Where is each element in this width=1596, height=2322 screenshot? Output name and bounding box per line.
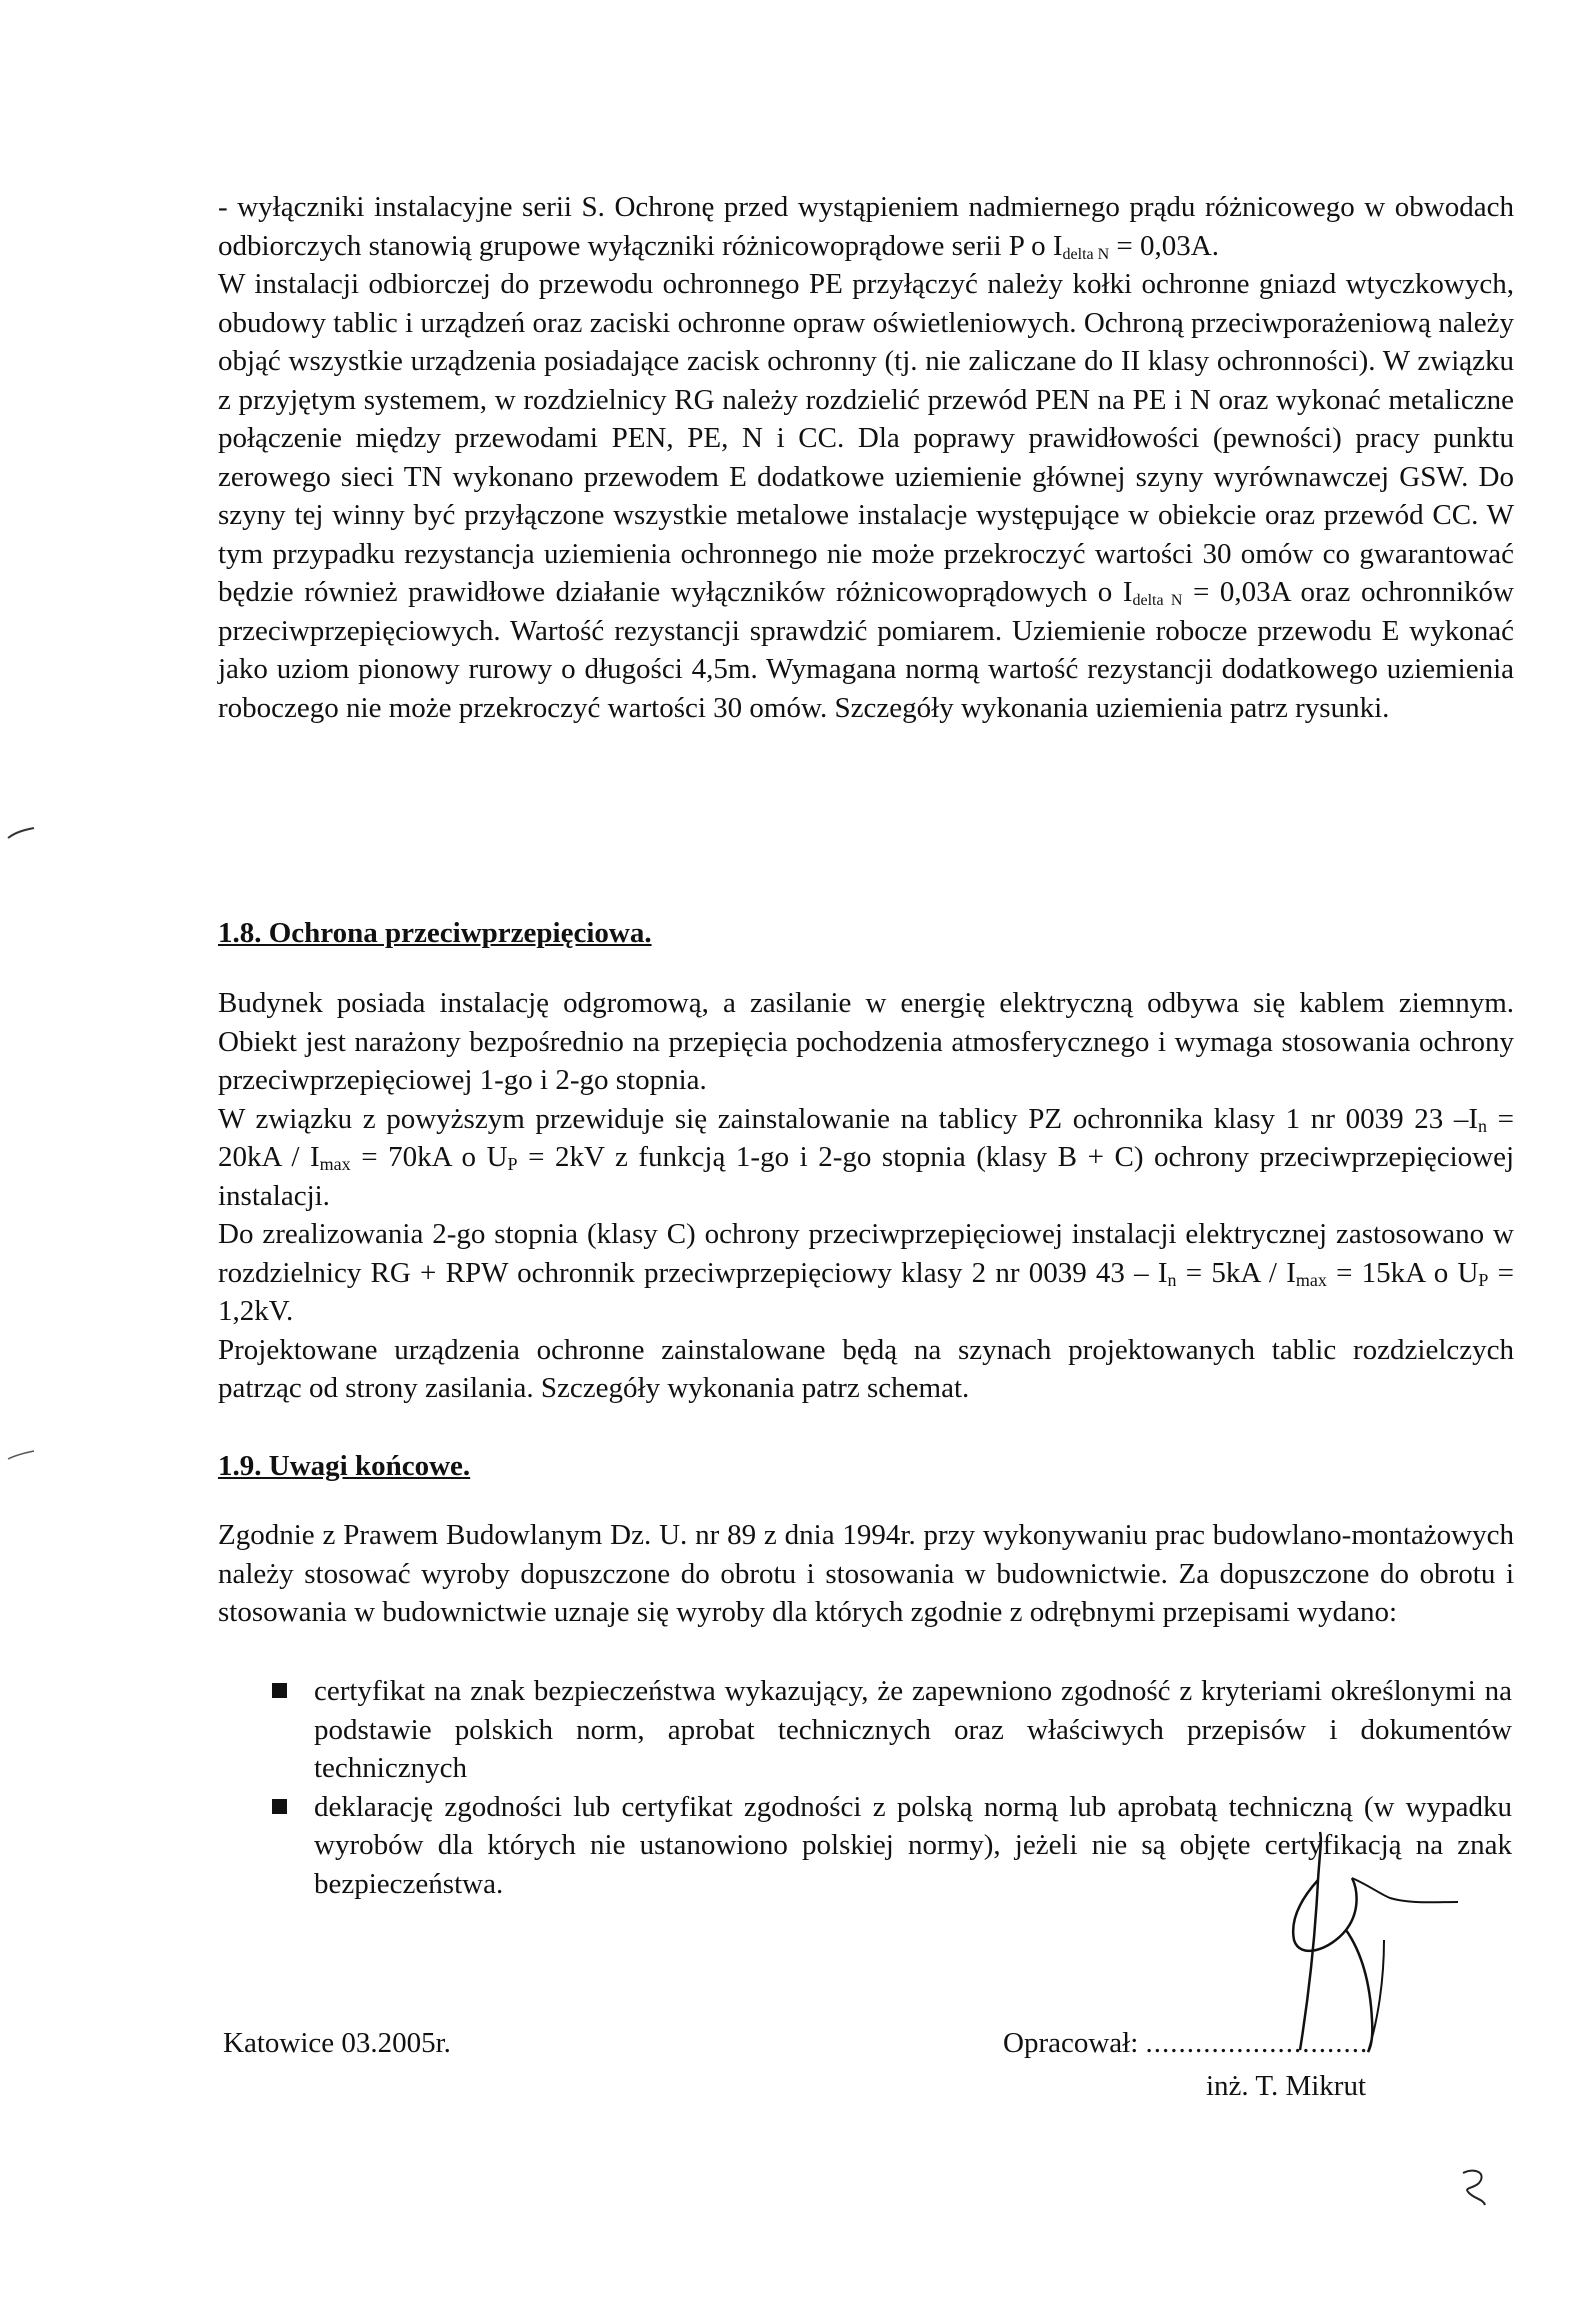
margin-mark bbox=[4, 1445, 38, 1465]
list-item: certyfikat na znak bezpieczeństwa wykazujący, że zapewniono zgodność z kryteriami określonymi na podstawie polskich norm, aprobat technicznych oraz właściwych przepisów i dokumentów technicznych bbox=[272, 1672, 1512, 1788]
author-name: inż. T. Mikrut bbox=[1206, 2070, 1367, 2102]
handwritten-page-number bbox=[1453, 2165, 1493, 2215]
list-item: deklarację zgodności lub certyfikat zgodności z polską normą lub aprobatą techniczną (w wypadku wyrobów dla których nie ustanowiono polskiej normy), jeżeli nie są objęte certyfikacją na znak bezpieczeństwa. bbox=[272, 1788, 1512, 1904]
section-1-9-body bbox=[218, 1516, 1514, 1632]
section-1-8-paragraph-1: Budynek posiada instalację odgromową, a zasilanie w energię elektryczną odbywa się kablem ziemnym. Obiekt jest narażony bezpośrednio na przepięcia pochodzenia atmosferycznego i wymaga stosowania ochrony przeciwprzepięciowej 1-go i 2-go stopnia. bbox=[218, 987, 1514, 1096]
section-1-8-paragraph-2: W związku z powyższym przewiduje się zainstalowanie na tablicy PZ ochronnika klasy 1 nr 0039 23 $-I_n = 20kA / I_{max} = 70kA$ o $U_P = 2kV$ z funkcją 1-go i 2-go stopnia (klasy B + C) ochrony przeciwprzepięciowej instalacji. bbox=[218, 1102, 1515, 1212]
prepared-label: Opracował: bbox=[1003, 2027, 1139, 2059]
paragraph-1: - wyłączniki instalacyjne serii S. Ochronę przed wystąpieniem nadmiernego prądu różnicowego w obwodach odbiorczych stanowią grupowe wyłączniki różnicowoprądowe serii P o Idelta N = 0,03A. bbox=[218, 191, 1514, 263]
square-bullet-icon bbox=[272, 1683, 287, 1698]
signature-line: ........................... bbox=[1145, 2027, 1369, 2059]
section-1-9-paragraph-1: Zgodnie z Prawem Budowlanym Dz. U. nr 89 z dnia 1994r. przy wykonywaniu prac budowlano-montażowych należy stosować wyroby dopuszczone do obrotu i stosowania w budownictwie. Za dopuszczone do obrotu i stosowania w budownictwie uznaje się wyroby dla których zgodnie z odrębnymi przepisami wydano: bbox=[218, 1519, 1514, 1628]
handwritten-signature bbox=[1260, 1820, 1460, 2080]
section-1-8-body bbox=[218, 984, 1514, 1408]
square-bullet-icon bbox=[272, 1799, 287, 1814]
place-date: Katowice 03.2005r. bbox=[223, 2027, 451, 2059]
section-1-8-paragraph-3: Do zrealizowania 2-go stopnia (klasy C) ochrony przeciwprzepięciowej instalacji elektrycznej zastosowano w rozdzielnicy RG + RPW ochronnik przeciwprzepięciowy klasy 2 nr 0039 $43 - I_n = 5kA / I_{max} = 15kA$ o $U_P = 1,2kV$. bbox=[218, 1218, 1515, 1327]
section-1-8-paragraph-4: Projektowane urządzenia ochronne zainstalowane będą na szynach projektowanych tablic rozdzielczych patrząc od strony zasilania. Szczegóły wykonania patrz schemat. bbox=[218, 1333, 1514, 1404]
paragraph-2: W instalacji odbiorczej do przewodu ochronnego PE przyłączyć należy kołki ochronne gniazd wtyczkowych, obudowy tablic i urządzeń oraz zaciski ochronne opraw oświetleniowych. Ochroną przeciwporażeniową należy objąć wszystkie urządzenia posiadające zacisk ochronny (tj. nie zaliczane do II klasy ochronności). W związku z przyjętym systemem, w rozdzielnicy RG należy rozdzielić przewód PEN na PE i N oraz wykonać metaliczne połączenie między przewodami PEN, PE, N i CC. Dla poprawy prawidłowości (pewności) pracy punktu zerowego sieci TN wykonano przewodem E dodatkowe uziemienie głównej szyny wyrównawczej GSW. Do szyny tej winny być przyłączone wszystkie metalowe instalacje występujące w obiekcie oraz przewód CC. W tym przypadku rezystancja uziemienia ochronnego nie może przekroczyć wartości 30 omów co gwarantować będzie również prawidłowe działanie wyłączników różnicowoprądowych o Idelta N = 0,03A oraz ochronników przeciwprzepięciowych. Wartość rezystancji sprawdzić pomiarem. Uziemienie robocze przewodu E wykonać jako uziom pionowy rurowy o długości 4,5m. Wymagana normą wartość rezystancji dodatkowego uziemienia roboczego nie może przekroczyć wartości 30 omów. Szczegóły wykonania uziemienia patrz rysunki. bbox=[218, 268, 1514, 724]
intro-section bbox=[218, 188, 1514, 727]
margin-mark bbox=[4, 824, 38, 844]
section-heading-1-8: 1.8. Ochrona przeciwprzepięciowa. bbox=[218, 917, 652, 949]
section-heading-1-9: 1.9. Uwagi końcowe. bbox=[218, 1450, 471, 1482]
